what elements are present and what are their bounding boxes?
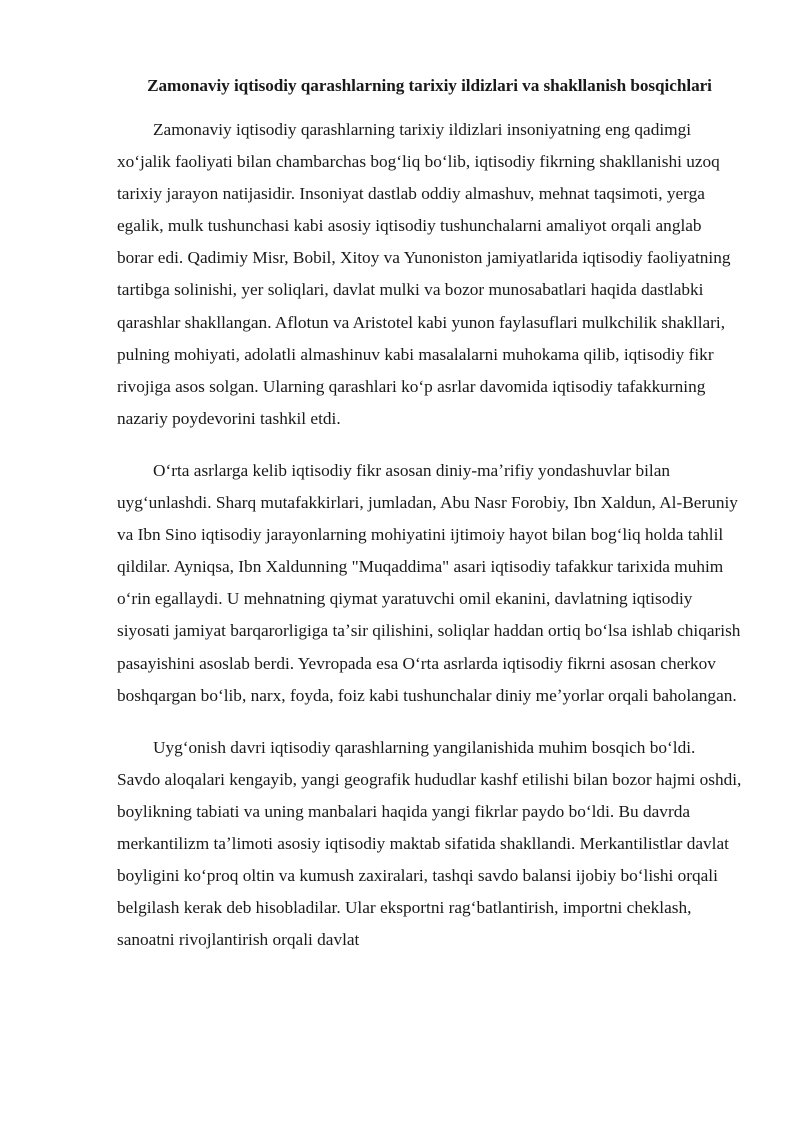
paragraph-2: Oʻrta asrlarga kelib iqtisodiy fikr asosan diniy-maʼrifiy yondashuvlar bilan uygʻunlashdi. Sharq mutafakkirlari, jumladan, Abu Nasr Forobiy, Ibn Xaldun, Al-Beruniy va Ibn Sino iqtisodiy jarayonlarning mohiyatini ijtimoiy hayot bilan bogʻliq holda tahlil qildilar. Ayniqsa, Ibn Xaldunning "Muqaddima" asari iqtisodiy tafakkur tarixida muhim oʻrin egallaydi. U mehnatning qiymat yaratuvchi omil ekanini, davlatning iqtisodiy siyosati jamiyat barqarorligiga taʼsir qilishini, soliqlar haddan ortiq boʻlsa ishlab chiqarish pasayishini asoslab berdi. Yevropada esa Oʻrta asrlarda iqtisodiy fikrni asosan cherkov boshqargan boʻlib, narx, foyda, foiz kabi tushunchalar diniy meʼyorlar orqali baholangan. [117,460,741,705]
paragraph-1: Zamonaviy iqtisodiy qarashlarning tarixiy ildizlari insoniyatning eng qadimgi xoʻjalik faoliyati bilan chambarchas bogʻliq boʻlib, iqtisodiy fikrning shakllanishi uzoq tarixiy jarayon natijasidir. Insoniyat dastlab oddiy almashuv, mehnat taqsimoti, yerga egalik, mulk tushunchasi kabi asosiy iqtisodiy tushunchalarni amaliyot orqali anglab borar edi. Qadimiy Misr, Bobil, Xitoy va Yunoniston jamiyatlarida iqtisodiy faoliyatning tartibga solinishi, yer soliqlari, davlat mulki va bozor munosabatlari haqida dastlabki qarashlar shakllangan. Aflotun va Aristotel kabi yunon faylasuflari mulkchilik shakllari, pulning mohiyati, adolatli almashinuv kabi masalalarni muhokama qilib, iqtisodiy fikr rivojiga asos solgan. Ularning qarashlari koʻp asrlar davomida iqtisodiy tafakkurning nazariy poydevorini tashkil etdi. [117,120,731,428]
paragraph-3: Uygʻonish davri iqtisodiy qarashlarning yangilanishida muhim bosqich boʻldi. Savdo aloqalari kengayib, yangi geografik hududlar kashf etilishi bilan bozor hajmi oshdi, boylikning tabiati va uning manbalari haqida yangi fikrlar paydo boʻldi. Bu davrda merkantilizm taʼlimoti asosiy iqtisodiy maktab sifatida shakllandi. Merkantilistlar davlat boyligini koʻproq oltin va kumush zaxiralari, tashqi savdo balansi ijobiy boʻlishi orqali belgilash kerak deb hisobladilar. Ular eksportni ragʻbatlantirish, importni cheklash, sanoatni rivojlantirish orqali davlat [117,737,742,950]
document-body [117,74,742,976]
document-title: Zamonaviy iqtisodiy qarashlarning tarixiy ildizlari va shakllanish bosqichlari [147,76,712,95]
